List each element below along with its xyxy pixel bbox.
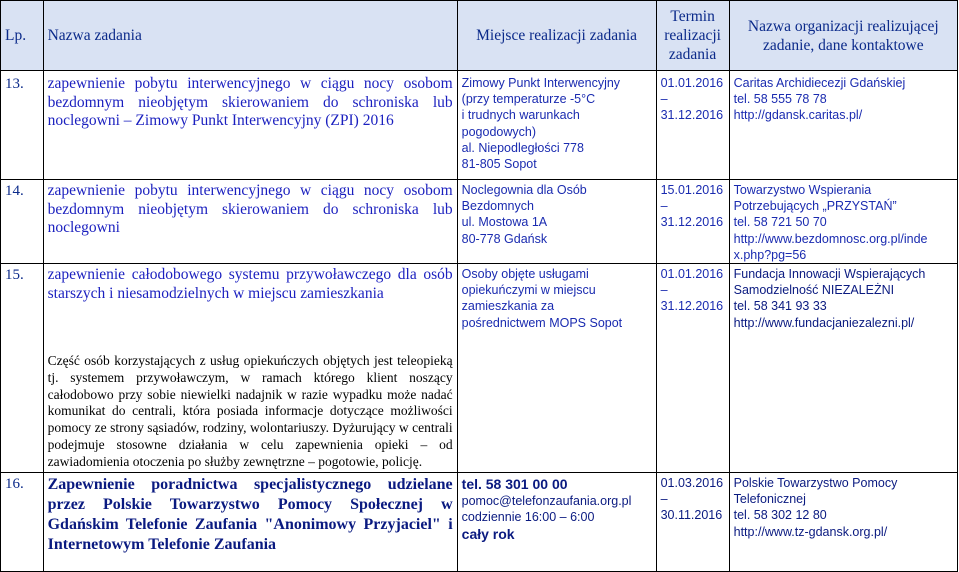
- term-dash: –: [660, 199, 668, 214]
- header-term: Termin realizacji zadania: [656, 1, 729, 71]
- row-number: 13.: [1, 71, 44, 180]
- org-cell: [729, 473, 957, 572]
- place-line: i trudnych warunkach: [461, 108, 580, 123]
- task-title: zapewnienie pobytu interwencyjnego w ciągu nocy osobom bezdomnym nieobjętym skierowaniem do schroniska lub noclegowni – Zimowy Punkt Interwencyjny (ZPI) 2016: [47, 75, 453, 129]
- org-name: Telefonicznej: [733, 492, 806, 507]
- place-cell: [457, 71, 656, 180]
- header-task-name: Nazwa zadania: [43, 1, 457, 71]
- org-cell: [729, 264, 957, 473]
- term-end: 30.11.2016: [660, 508, 723, 523]
- org-phone: tel. 58 721 50 70: [733, 215, 827, 230]
- org-link[interactable]: http://www.tz-gdansk.org.pl/: [733, 524, 888, 539]
- place-line: Bezdomnych: [461, 199, 534, 214]
- term-cell: [656, 71, 729, 180]
- task-title: Zapewnienie poradnictwa specjalistycznego udzielane przez Polskie Towarzystwo Pomocy Społecznej w Gdańskim Telefonie Zaufania "Anonimowy Przyjaciel" i Internetowym Telefonie Zaufania: [47, 476, 453, 554]
- task-cell: [43, 71, 457, 180]
- term-end: 31.12.2016: [660, 215, 724, 230]
- org-name: Potrzebujących „PRZYSTAŃ”: [733, 199, 897, 214]
- row-number: 14.: [1, 180, 44, 264]
- place-line: Osoby objęte usługami: [461, 267, 589, 282]
- header-lp: Lp.: [1, 1, 44, 71]
- task-cell: [43, 473, 457, 572]
- term-end: 31.12.2016: [660, 299, 724, 314]
- table-row: [1, 473, 958, 572]
- org-phone: tel. 58 341 93 33: [733, 299, 827, 314]
- org-name: Fundacja Innowacji Wspierających: [733, 267, 926, 282]
- term-dash: –: [660, 492, 668, 507]
- header-place: Miejsce realizacji zadania: [457, 1, 656, 71]
- org-name: Samodzielność NIEZALEŻNI: [733, 283, 895, 298]
- table-row: [1, 264, 958, 473]
- place-line: Zimowy Punkt Interwencyjny: [461, 76, 621, 90]
- place-line: 81-805 Sopot: [461, 157, 537, 172]
- task-description: Część osób korzystających z usług opiekuńczych objętych jest teleopieką tj. systemem przywoławczym, w ramach którego klient noszący całodobowo przy sobie niewielki nadajnik w razie wypadku może nadać komunikat do centrali, która posiada informacje dotyczące możliwości pomocy ze strony sąsiadów, rodziny, wolontariuszy. Dyżurujący w centrali podejmuje stosowne działania w celu zapewnienia opieki – od zawiadomienia otoczenia po służby zewnętrzne – pogotowie, policję.: [47, 353, 453, 469]
- org-link[interactable]: http://gdansk.caritas.pl/: [733, 108, 863, 123]
- term-start: 15.01.2016: [660, 183, 724, 197]
- org-cell: [729, 180, 957, 264]
- org-name: Towarzystwo Wspierania: [733, 183, 872, 197]
- task-title: zapewnienie pobytu interwencyjnego w ciągu nocy osobom bezdomnym nieobjętym skierowaniem do schroniska lub noclegowni: [47, 182, 453, 236]
- place-cell: [457, 264, 656, 473]
- place-email[interactable]: pomoc@telefonzaufania.org.pl: [461, 494, 632, 509]
- term-end: 31.12.2016: [660, 108, 724, 123]
- table-header-row: [1, 1, 958, 71]
- place-line: Noclegownia dla Osób: [461, 183, 587, 197]
- place-line: zamieszkania za: [461, 299, 555, 314]
- org-link[interactable]: http://www.bezdomnosc.org.pl/inde: [733, 231, 928, 246]
- place-line: al. Niepodległości 778: [461, 140, 584, 155]
- place-line: 80-778 Gdańsk: [461, 231, 548, 246]
- place-hours: codziennie 16:00 – 6:00: [461, 510, 595, 525]
- task-cell: [43, 264, 457, 473]
- org-link[interactable]: x.php?pg=56: [733, 247, 807, 262]
- org-link[interactable]: http://www.fundacjaniezalezni.pl/: [733, 315, 915, 330]
- term-dash: –: [660, 92, 668, 107]
- row-number: 16.: [1, 473, 44, 572]
- place-line: pośrednictwem MOPS Sopot: [461, 315, 623, 330]
- term-dash: –: [660, 283, 668, 298]
- task-cell: [43, 180, 457, 264]
- table-row: [1, 71, 958, 180]
- place-cell: [457, 473, 656, 572]
- place-period: cały rok: [461, 526, 515, 543]
- term-start: 01.01.2016: [660, 267, 724, 282]
- place-line: pogodowych): [461, 124, 537, 139]
- term-cell: [656, 180, 729, 264]
- org-phone: tel. 58 302 12 80: [733, 508, 827, 523]
- term-cell: [656, 264, 729, 473]
- place-phone: tel. 58 301 00 00: [461, 476, 568, 493]
- org-name: Polskie Towarzystwo Pomocy: [733, 476, 898, 491]
- term-start: 01.01.2016: [660, 76, 724, 90]
- org-cell: [729, 71, 957, 180]
- place-line: ul. Mostowa 1A: [461, 215, 548, 230]
- task-title: zapewnienie całodobowego systemu przywoławczego dla osób starszych i niesamodzielnych w miejscu zamieszkania: [47, 266, 453, 302]
- header-org: Nazwa organizacji realizującej zadanie, dane kontaktowe: [729, 1, 957, 71]
- org-name: Caritas Archidiecezji Gdańskiej: [733, 76, 906, 90]
- org-phone: tel. 58 555 78 78: [733, 92, 827, 107]
- place-line: (przy temperaturze -5°C: [461, 92, 596, 107]
- term-cell: [656, 473, 729, 572]
- place-cell: [457, 180, 656, 264]
- row-number: 15.: [1, 264, 44, 473]
- term-start: 01.03.2016: [660, 476, 724, 491]
- table-row: [1, 180, 958, 264]
- place-line: opiekuńczymi w miejscu: [461, 283, 596, 298]
